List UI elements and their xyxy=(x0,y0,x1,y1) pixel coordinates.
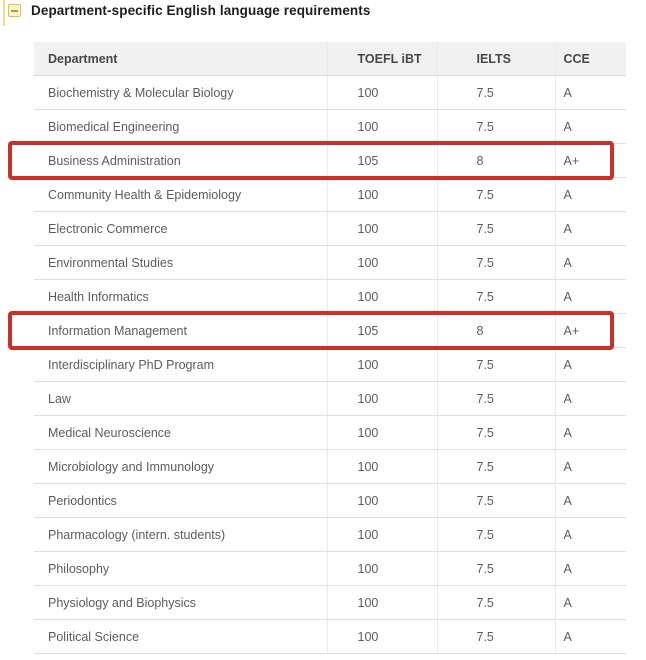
table-row xyxy=(34,518,626,552)
cell-department: Periodontics xyxy=(34,484,327,518)
cell-ielts: 7.5 xyxy=(437,280,555,314)
cell-department: Business Administration xyxy=(34,144,327,178)
table-row xyxy=(34,144,626,178)
requirements-table xyxy=(34,42,626,654)
cell-toefl: 100 xyxy=(327,620,437,654)
collapse-minus-icon[interactable] xyxy=(8,4,21,17)
cell-toefl: 100 xyxy=(327,280,437,314)
cell-department: Pharmacology (intern. students) xyxy=(34,518,327,552)
table-row xyxy=(34,246,626,280)
table-row xyxy=(34,484,626,518)
table-header-row xyxy=(34,42,626,76)
table-row xyxy=(34,620,626,654)
cell-toefl: 105 xyxy=(327,144,437,178)
col-header-department: Department xyxy=(34,42,327,76)
cell-cce: A xyxy=(555,416,626,450)
cell-cce: A xyxy=(555,620,626,654)
cell-toefl: 100 xyxy=(327,178,437,212)
cell-ielts: 7.5 xyxy=(437,110,555,144)
table-row xyxy=(34,416,626,450)
cell-ielts: 7.5 xyxy=(437,76,555,110)
cell-ielts: 7.5 xyxy=(437,484,555,518)
cell-cce: A xyxy=(555,518,626,552)
cell-department: Information Management xyxy=(34,314,327,348)
cell-toefl: 100 xyxy=(327,246,437,280)
left-accent-line xyxy=(3,0,5,26)
cell-ielts: 7.5 xyxy=(437,382,555,416)
col-header-cce: CCE xyxy=(555,42,626,76)
cell-department: Physiology and Biophysics xyxy=(34,586,327,620)
cell-toefl: 100 xyxy=(327,484,437,518)
cell-ielts: 8 xyxy=(437,314,555,348)
cell-ielts: 7.5 xyxy=(437,178,555,212)
cell-cce: A xyxy=(555,76,626,110)
cell-department: Philosophy xyxy=(34,552,327,586)
cell-ielts: 8 xyxy=(437,144,555,178)
cell-cce: A xyxy=(555,110,626,144)
table-row xyxy=(34,178,626,212)
cell-department: Law xyxy=(34,382,327,416)
cell-ielts: 7.5 xyxy=(437,416,555,450)
table-row xyxy=(34,280,626,314)
cell-ielts: 7.5 xyxy=(437,246,555,280)
cell-ielts: 7.5 xyxy=(437,552,555,586)
cell-department: Microbiology and Immunology xyxy=(34,450,327,484)
cell-department: Medical Neuroscience xyxy=(34,416,327,450)
cell-department: Community Health & Epidemiology xyxy=(34,178,327,212)
table-row xyxy=(34,110,626,144)
cell-ielts: 7.5 xyxy=(437,212,555,246)
cell-cce: A xyxy=(555,178,626,212)
cell-cce: A xyxy=(555,586,626,620)
table-row xyxy=(34,314,626,348)
cell-cce: A+ xyxy=(555,314,626,348)
table-row xyxy=(34,450,626,484)
cell-toefl: 100 xyxy=(327,212,437,246)
cell-ielts: 7.5 xyxy=(437,348,555,382)
table-row xyxy=(34,586,626,620)
cell-department: Environmental Studies xyxy=(34,246,327,280)
table-row xyxy=(34,552,626,586)
section-header[interactable] xyxy=(8,3,370,18)
table-row xyxy=(34,76,626,110)
cell-toefl: 100 xyxy=(327,416,437,450)
cell-toefl: 105 xyxy=(327,314,437,348)
cell-toefl: 100 xyxy=(327,518,437,552)
minus-glyph xyxy=(11,10,18,12)
cell-toefl: 100 xyxy=(327,450,437,484)
cell-department: Health Informatics xyxy=(34,280,327,314)
cell-cce: A xyxy=(555,348,626,382)
section-title: Department-specific English language requirements xyxy=(31,3,371,18)
table-row xyxy=(34,348,626,382)
cell-cce: A xyxy=(555,280,626,314)
col-header-ielts: IELTS xyxy=(437,42,555,76)
table-row xyxy=(34,212,626,246)
cell-department: Electronic Commerce xyxy=(34,212,327,246)
cell-cce: A xyxy=(555,450,626,484)
cell-toefl: 100 xyxy=(327,382,437,416)
cell-toefl: 100 xyxy=(327,586,437,620)
cell-department: Political Science xyxy=(34,620,327,654)
cell-department: Interdisciplinary PhD Program xyxy=(34,348,327,382)
cell-ielts: 7.5 xyxy=(437,620,555,654)
cell-cce: A+ xyxy=(555,144,626,178)
cell-cce: A xyxy=(555,382,626,416)
cell-cce: A xyxy=(555,212,626,246)
table-row xyxy=(34,382,626,416)
cell-ielts: 7.5 xyxy=(437,586,555,620)
cell-ielts: 7.5 xyxy=(437,518,555,552)
cell-department: Biochemistry & Molecular Biology xyxy=(34,76,327,110)
cell-cce: A xyxy=(555,552,626,586)
cell-toefl: 100 xyxy=(327,348,437,382)
cell-toefl: 100 xyxy=(327,110,437,144)
cell-cce: A xyxy=(555,246,626,280)
cell-toefl: 100 xyxy=(327,552,437,586)
cell-ielts: 7.5 xyxy=(437,450,555,484)
cell-toefl: 100 xyxy=(327,76,437,110)
col-header-toefl: TOEFL iBT xyxy=(327,42,437,76)
cell-cce: A xyxy=(555,484,626,518)
cell-department: Biomedical Engineering xyxy=(34,110,327,144)
